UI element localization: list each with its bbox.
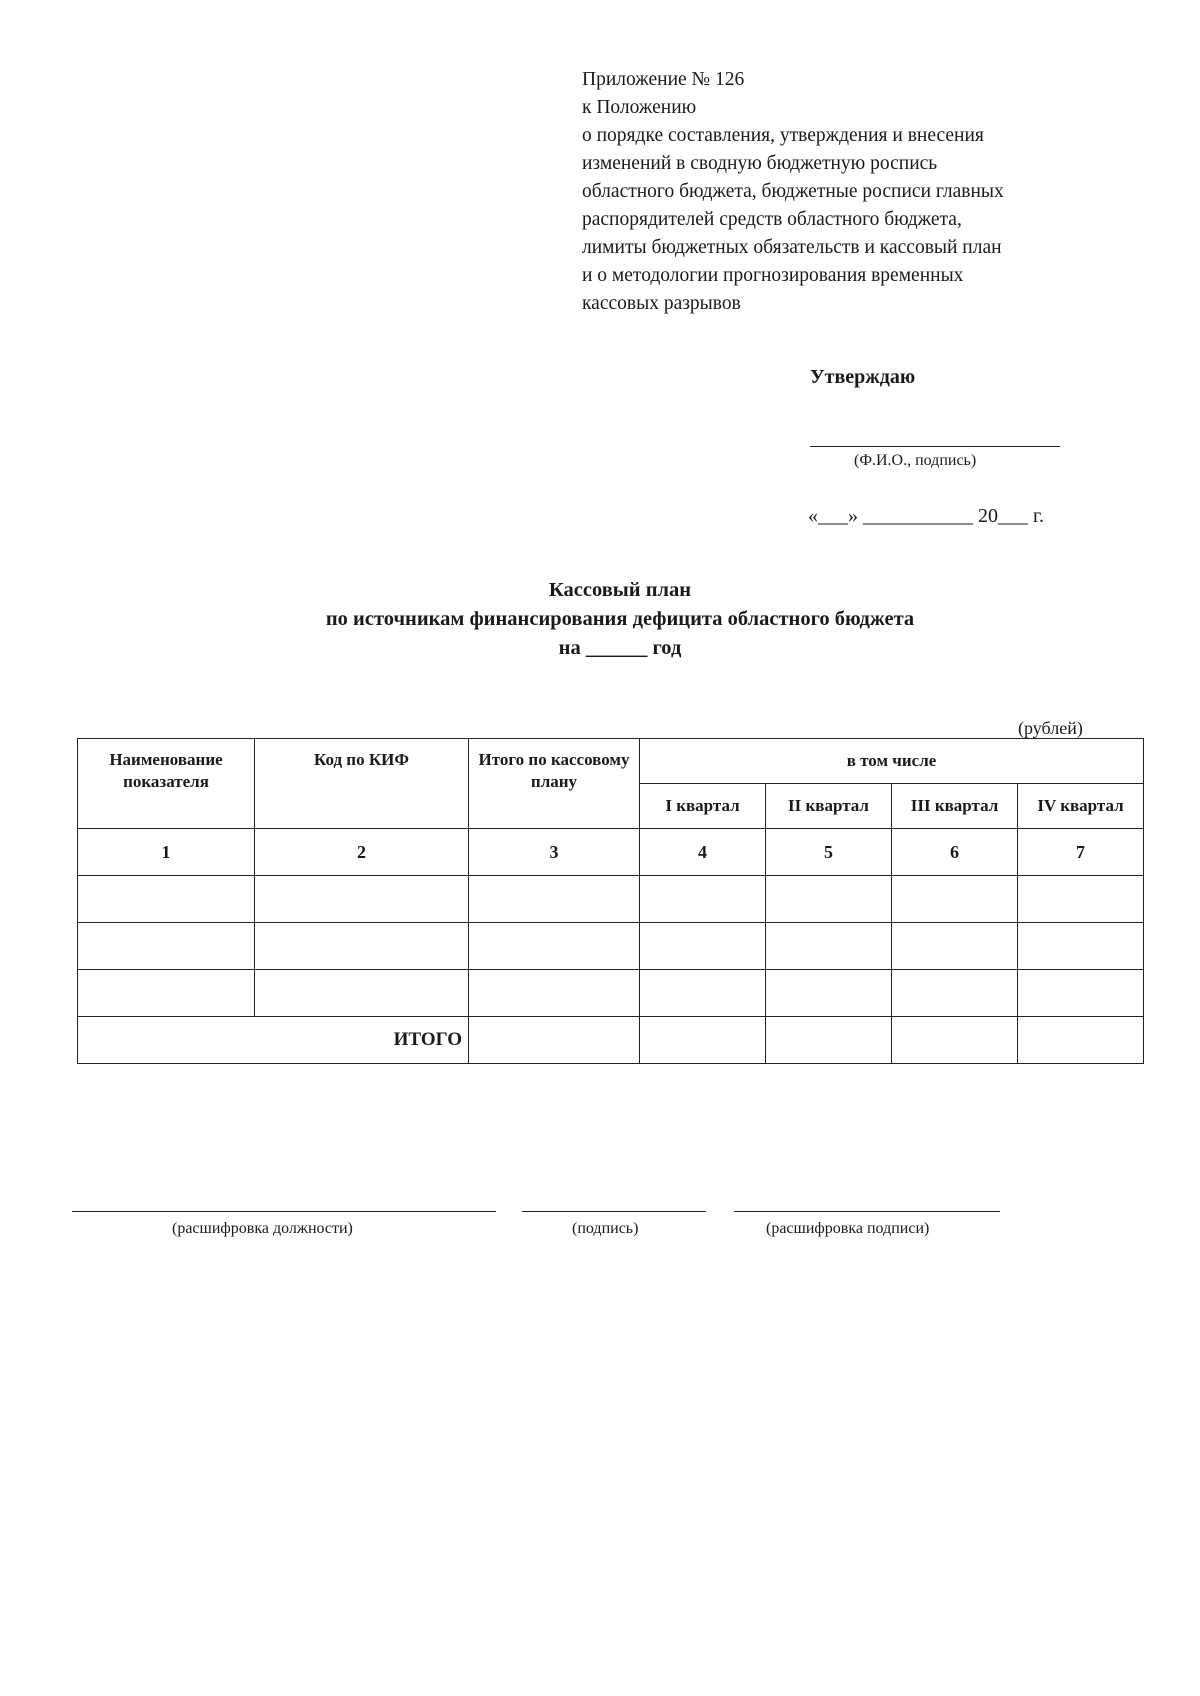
appendix-line: кассовых разрывов [582, 293, 741, 314]
table-cell [469, 876, 640, 923]
column-number: 1 [78, 829, 255, 876]
column-number: 7 [1018, 829, 1144, 876]
table-cell [469, 970, 640, 1017]
appendix-line: областного бюджета, бюджетные росписи главных [582, 181, 1004, 202]
column-number: 6 [892, 829, 1018, 876]
table-cell [640, 1017, 766, 1064]
header-row [78, 739, 1144, 784]
position-caption: (расшифровка должности) [172, 1220, 353, 1237]
decoding-caption: (расшифровка подписи) [766, 1220, 930, 1237]
total-row [78, 1017, 1144, 1064]
appendix-line: Приложение № 126 [582, 69, 745, 90]
column-number: 3 [469, 829, 640, 876]
column-number: 5 [766, 829, 892, 876]
appendix-line: о порядке составления, утверждения и внесения [582, 125, 984, 146]
header-q4: IV квартал [1018, 784, 1144, 829]
table-cell [469, 923, 640, 970]
table-row [78, 923, 1144, 970]
table-cell [766, 876, 892, 923]
appendix-line: лимиты бюджетных обязательств и кассовый план [582, 237, 1002, 258]
header-total: Итого по кассовому плану [469, 739, 640, 829]
signature-caption: (подпись) [572, 1220, 639, 1237]
table-cell [640, 970, 766, 1017]
header-q1: I квартал [640, 784, 766, 829]
header-q2: II квартал [766, 784, 892, 829]
table-cell [892, 923, 1018, 970]
table-cell [892, 970, 1018, 1017]
header-code: Код по КИФ [255, 739, 469, 829]
column-number: 2 [255, 829, 469, 876]
units-label: (рублей) [1018, 718, 1083, 738]
table-cell [255, 970, 469, 1017]
table-cell [640, 923, 766, 970]
title-line-1: Кассовый план [548, 579, 692, 601]
column-number-row [78, 829, 1144, 876]
table-cell [1018, 923, 1144, 970]
table-cell [255, 876, 469, 923]
appendix-line: распорядителей средств областного бюджета, [582, 209, 962, 230]
title-line-2: по источникам финансирования дефицита областного бюджета [325, 608, 915, 630]
table-cell [255, 923, 469, 970]
table-cell [892, 876, 1018, 923]
signature-line [522, 1211, 706, 1212]
header-including: в том числе [640, 739, 1144, 784]
table-cell [766, 970, 892, 1017]
total-label: ИТОГО [78, 1017, 469, 1064]
table-cell [892, 1017, 1018, 1064]
table-cell [766, 923, 892, 970]
appendix-block [582, 66, 1142, 318]
table-cell [78, 970, 255, 1017]
table-cell [1018, 876, 1144, 923]
appendix-line: изменений в сводную бюджетную роспись [582, 153, 938, 174]
table-cell [78, 876, 255, 923]
approval-caption: (Ф.И.О., подпись) [854, 452, 977, 469]
table-row [78, 876, 1144, 923]
table-cell [1018, 1017, 1144, 1064]
appendix-line: и о методологии прогнозирования временных [582, 265, 964, 286]
table-cell [78, 923, 255, 970]
approval-signature-line [810, 446, 1060, 447]
column-number: 4 [640, 829, 766, 876]
table-row [78, 970, 1144, 1017]
table-cell [469, 1017, 640, 1064]
table-cell [1018, 970, 1144, 1017]
appendix-line: к Положению [582, 97, 697, 118]
document-title [0, 576, 1200, 663]
title-line-3: на ______ год [558, 637, 682, 659]
position-signature-line [72, 1211, 496, 1212]
header-name: Наименование показателя [78, 739, 255, 829]
table-cell [640, 876, 766, 923]
approval-date-line: «___» ___________ 20___ г. [808, 505, 1044, 527]
approval-title: Утверждаю [810, 366, 916, 388]
table-cell [766, 1017, 892, 1064]
decoding-signature-line [734, 1211, 1000, 1212]
cash-plan-table [77, 738, 1144, 1064]
header-q3: III квартал [892, 784, 1018, 829]
